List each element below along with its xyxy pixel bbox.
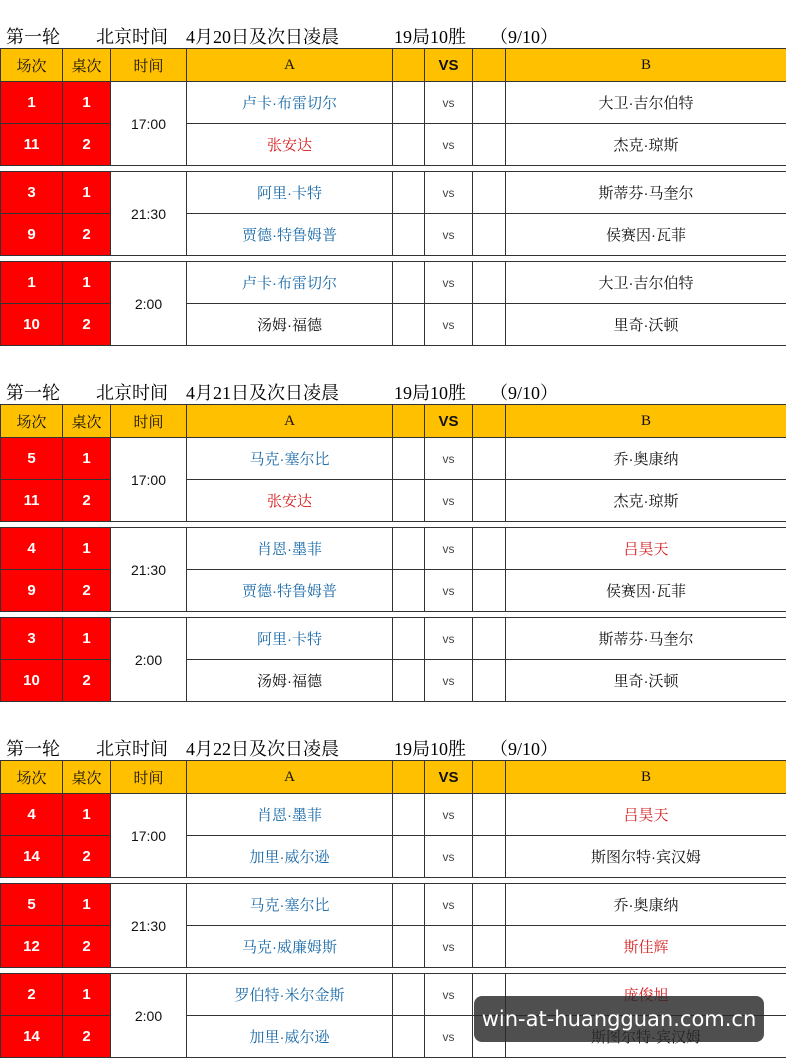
vs-label: vs <box>425 124 473 166</box>
spacer-cell <box>393 836 425 878</box>
player-b: 大卫·吉尔伯特 <box>506 262 786 304</box>
player-b: 侯赛因·瓦菲 <box>506 214 786 256</box>
vs-label: vs <box>425 438 473 480</box>
player-b: 杰克·琼斯 <box>506 124 786 166</box>
match-time: 2:00 <box>111 618 187 702</box>
player-b: 里奇·沃顿 <box>506 660 786 702</box>
spacer-cell <box>473 82 506 124</box>
spacer-cell <box>393 926 425 968</box>
spacer-cell <box>393 528 425 570</box>
match-time: 17:00 <box>111 438 187 522</box>
vs-label: vs <box>425 884 473 926</box>
player-a: 张安达 <box>187 124 393 166</box>
header-time: 时间 <box>111 761 187 794</box>
spacer-cell <box>393 974 425 1016</box>
vs-label: vs <box>425 528 473 570</box>
player-a: 贾德·特鲁姆普 <box>187 214 393 256</box>
spacer-cell <box>473 836 506 878</box>
header-row <box>1 49 786 82</box>
player-b: 乔·奥康纳 <box>506 438 786 480</box>
header-chang: 场次 <box>1 405 63 438</box>
spacer-cell <box>473 124 506 166</box>
title-round: 第一轮 <box>6 739 60 759</box>
header-spacer <box>393 761 425 794</box>
match-number: 3 <box>1 618 63 660</box>
vs-label: vs <box>425 618 473 660</box>
match-number: 4 <box>1 528 63 570</box>
vs-label: vs <box>425 570 473 612</box>
vs-label: vs <box>425 660 473 702</box>
title-date: 4月22日及次日凌晨 <box>186 739 339 759</box>
player-a: 张安达 <box>187 480 393 522</box>
title-round: 第一轮 <box>6 383 60 403</box>
player-b: 斯佳辉 <box>506 926 786 968</box>
match-number: 11 <box>1 124 63 166</box>
header-vs: VS <box>425 761 473 794</box>
header-spacer <box>393 49 425 82</box>
title-frac: （9/10） <box>490 739 559 759</box>
spacer-cell <box>473 480 506 522</box>
match-time: 21:30 <box>111 172 187 256</box>
header-spacer <box>473 405 506 438</box>
match-row <box>1 262 786 304</box>
player-b: 斯蒂芬·马奎尔 <box>506 618 786 660</box>
section-title <box>0 738 786 760</box>
title-round: 第一轮 <box>6 27 60 47</box>
table-number: 1 <box>63 172 111 214</box>
spacer-cell <box>393 214 425 256</box>
spacer-cell <box>393 618 425 660</box>
title-format: 19局10胜 <box>394 739 466 759</box>
spacer-cell <box>473 570 506 612</box>
header-a: A <box>187 49 393 82</box>
player-a: 马克·塞尔比 <box>187 438 393 480</box>
vs-label: vs <box>425 82 473 124</box>
schedule-table <box>0 404 786 702</box>
match-number: 9 <box>1 214 63 256</box>
player-b: 吕昊天 <box>506 528 786 570</box>
table-number: 2 <box>63 836 111 878</box>
player-a: 罗伯特·米尔金斯 <box>187 974 393 1016</box>
header-spacer <box>473 761 506 794</box>
table-number: 2 <box>63 926 111 968</box>
section-title <box>0 382 786 404</box>
spacer-cell <box>473 528 506 570</box>
table-number: 2 <box>63 214 111 256</box>
spacer-cell <box>473 438 506 480</box>
player-a: 肖恩·墨菲 <box>187 528 393 570</box>
match-number: 10 <box>1 660 63 702</box>
match-number: 10 <box>1 304 63 346</box>
match-row <box>1 82 786 124</box>
table-number: 1 <box>63 884 111 926</box>
player-b: 斯图尔特·宾汉姆 <box>506 836 786 878</box>
vs-label: vs <box>425 794 473 836</box>
spacer-cell <box>473 214 506 256</box>
header-zhuo: 桌次 <box>63 405 111 438</box>
spacer-cell <box>393 82 425 124</box>
header-chang: 场次 <box>1 49 63 82</box>
schedule-table <box>0 48 786 346</box>
spacer-cell <box>473 660 506 702</box>
vs-label: vs <box>425 304 473 346</box>
vs-label: vs <box>425 262 473 304</box>
title-bj: 北京时间 <box>96 739 168 759</box>
player-a: 卢卡·布雷切尔 <box>187 262 393 304</box>
match-row <box>1 438 786 480</box>
match-number: 11 <box>1 480 63 522</box>
table-number: 2 <box>63 570 111 612</box>
player-a: 汤姆·福德 <box>187 304 393 346</box>
header-chang: 场次 <box>1 761 63 794</box>
vs-label: vs <box>425 172 473 214</box>
table-number: 1 <box>63 528 111 570</box>
player-a: 贾德·特鲁姆普 <box>187 570 393 612</box>
title-format: 19局10胜 <box>394 27 466 47</box>
match-number: 9 <box>1 570 63 612</box>
player-a: 加里·威尔逊 <box>187 1016 393 1058</box>
spacer-cell <box>393 570 425 612</box>
section-title <box>0 26 786 48</box>
header-row <box>1 405 786 438</box>
vs-label: vs <box>425 836 473 878</box>
match-number: 1 <box>1 82 63 124</box>
spacer-cell <box>473 172 506 214</box>
match-time: 21:30 <box>111 884 187 968</box>
match-row <box>1 794 786 836</box>
match-number: 5 <box>1 438 63 480</box>
table-number: 2 <box>63 1016 111 1058</box>
title-frac: （9/10） <box>490 383 559 403</box>
player-b: 斯蒂芬·马奎尔 <box>506 172 786 214</box>
spacer-cell <box>473 262 506 304</box>
spacer-cell <box>393 262 425 304</box>
match-time: 2:00 <box>111 262 187 346</box>
player-b: 侯赛因·瓦菲 <box>506 570 786 612</box>
table-number: 2 <box>63 304 111 346</box>
player-b: 里奇·沃顿 <box>506 304 786 346</box>
header-row <box>1 761 786 794</box>
header-a: A <box>187 405 393 438</box>
table-number: 1 <box>63 618 111 660</box>
header-b: B <box>506 761 786 794</box>
match-row <box>1 172 786 214</box>
title-bj: 北京时间 <box>96 27 168 47</box>
spacer-cell <box>393 1016 425 1058</box>
match-row <box>1 884 786 926</box>
player-a: 卢卡·布雷切尔 <box>187 82 393 124</box>
title-bj: 北京时间 <box>96 383 168 403</box>
player-a: 加里·威尔逊 <box>187 836 393 878</box>
match-time: 2:00 <box>111 974 187 1058</box>
match-number: 12 <box>1 926 63 968</box>
header-b: B <box>506 49 786 82</box>
player-a: 阿里·卡特 <box>187 172 393 214</box>
match-number: 4 <box>1 794 63 836</box>
table-number: 1 <box>63 438 111 480</box>
player-b: 乔·奥康纳 <box>506 884 786 926</box>
match-row <box>1 528 786 570</box>
player-a: 阿里·卡特 <box>187 618 393 660</box>
header-time: 时间 <box>111 405 187 438</box>
match-number: 1 <box>1 262 63 304</box>
player-a: 肖恩·墨菲 <box>187 794 393 836</box>
table-number: 2 <box>63 660 111 702</box>
header-zhuo: 桌次 <box>63 49 111 82</box>
title-frac: （9/10） <box>490 27 559 47</box>
vs-label: vs <box>425 480 473 522</box>
player-b: 杰克·琼斯 <box>506 480 786 522</box>
table-number: 2 <box>63 124 111 166</box>
table-number: 1 <box>63 262 111 304</box>
player-b: 吕昊天 <box>506 794 786 836</box>
header-spacer <box>473 49 506 82</box>
table-number: 1 <box>63 82 111 124</box>
player-a: 汤姆·福德 <box>187 660 393 702</box>
vs-label: vs <box>425 1016 473 1058</box>
spacer-cell <box>393 480 425 522</box>
spacer-cell <box>393 660 425 702</box>
spacer-cell <box>473 618 506 660</box>
header-vs: VS <box>425 49 473 82</box>
header-time: 时间 <box>111 49 187 82</box>
match-number: 5 <box>1 884 63 926</box>
title-format: 19局10胜 <box>394 383 466 403</box>
match-row <box>1 618 786 660</box>
spacer-cell <box>393 304 425 346</box>
table-number: 1 <box>63 794 111 836</box>
table-number: 2 <box>63 480 111 522</box>
player-a: 马克·塞尔比 <box>187 884 393 926</box>
match-time: 17:00 <box>111 794 187 878</box>
vs-label: vs <box>425 214 473 256</box>
spacer-cell <box>393 884 425 926</box>
header-zhuo: 桌次 <box>63 761 111 794</box>
header-spacer <box>393 405 425 438</box>
spacer-cell <box>473 926 506 968</box>
table-number: 1 <box>63 974 111 1016</box>
header-vs: VS <box>425 405 473 438</box>
match-number: 3 <box>1 172 63 214</box>
spacer-cell <box>393 172 425 214</box>
title-date: 4月20日及次日凌晨 <box>186 27 339 47</box>
match-time: 21:30 <box>111 528 187 612</box>
header-a: A <box>187 761 393 794</box>
match-number: 14 <box>1 1016 63 1058</box>
vs-label: vs <box>425 926 473 968</box>
match-number: 2 <box>1 974 63 1016</box>
spacer-cell <box>393 794 425 836</box>
title-date: 4月21日及次日凌晨 <box>186 383 339 403</box>
player-b: 大卫·吉尔伯特 <box>506 82 786 124</box>
spacer-cell <box>473 884 506 926</box>
header-b: B <box>506 405 786 438</box>
match-number: 14 <box>1 836 63 878</box>
spacer-cell <box>473 794 506 836</box>
spacer-cell <box>393 438 425 480</box>
vs-label: vs <box>425 974 473 1016</box>
match-time: 17:00 <box>111 82 187 166</box>
spacer-cell <box>393 124 425 166</box>
spacer-cell <box>473 304 506 346</box>
watermark: win-at-huangguan.com.cn <box>474 996 764 1042</box>
player-a: 马克·威廉姆斯 <box>187 926 393 968</box>
